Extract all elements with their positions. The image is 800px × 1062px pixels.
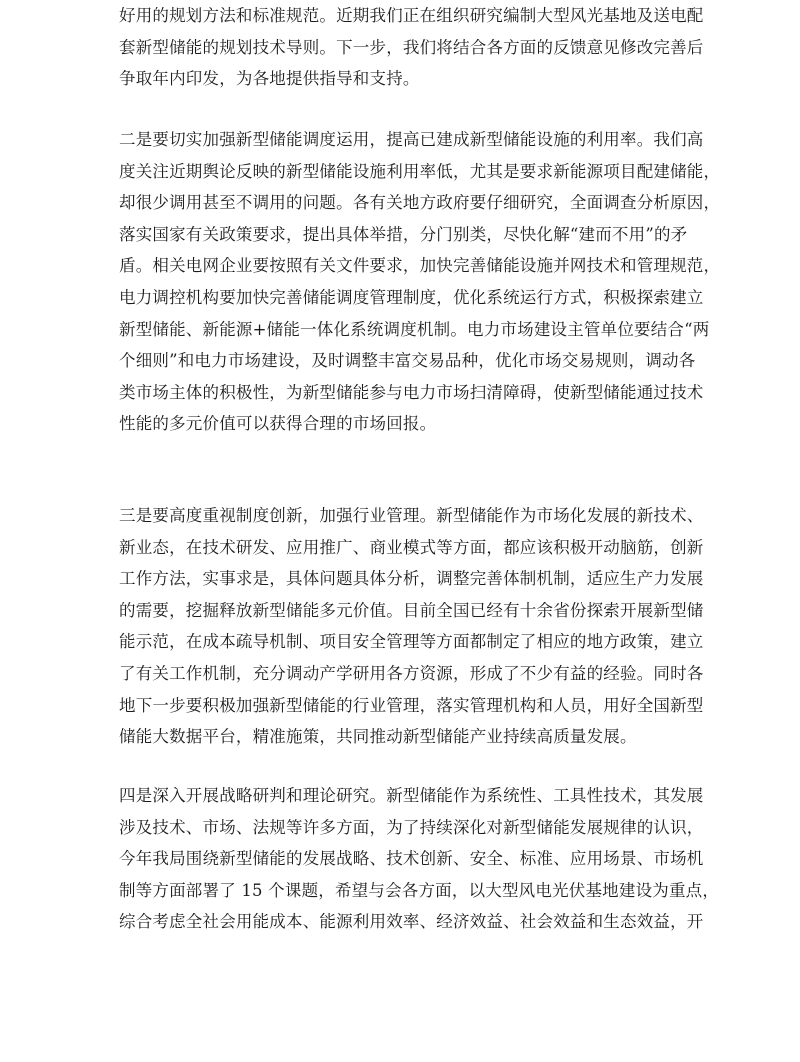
text-line: 能示范，在成本疏导机制、项目安全管理等方面都制定了相应的地方政策，建立 (119, 632, 704, 652)
text-line: 性能的多元价值可以获得合理的市场回报。 (119, 414, 437, 434)
text-line: 制等方面部署了 15 个课题，希望与会各方面，以大型风电光伏基地建设为重点， (119, 880, 720, 900)
text-line: 个细则”和电力市场建设，及时调整丰富交易品种，优化市场交易规则，调动各 (119, 351, 696, 371)
text-line: 工作方法，实事求是，具体问题具体分析，调整完善体制机制，适应生产力发展 (119, 569, 704, 589)
text-line: 今年我局围绕新型储能的发展战略、技术创新、安全、标准、应用场景、市场机 (119, 849, 704, 869)
text-line: 套新型储能的规划技术导则。下一步，我们将结合各方面的反馈意见修改完善后 (119, 37, 704, 57)
paragraph-strategic-research (119, 780, 720, 938)
text-line: 四是深入开展战略研判和理论研究。新型储能作为系统性、工具性技术，其发展 (119, 786, 704, 805)
text-line: 综合考虑全社会用能成本、能源利用效率、经济效益、社会效益和生态效益，开 (119, 912, 704, 932)
text-line: 新业态，在技术研发、应用推广、商业模式等方面，都应该积极开动脑筋，创新 (119, 537, 704, 557)
text-line: 落实国家有关政策要求，提出具体举措，分门别类，尽快化解“建而不用”的矛 (119, 224, 688, 244)
text-line: 储能大数据平台，精准施策，共同推动新型储能产业持续高质量发展。 (119, 727, 637, 747)
paragraph-institutional-innovation (119, 500, 704, 753)
text-line: 度关注近期舆论反映的新型储能设施利用率低，尤其是要求新能源项目配建储能， (119, 161, 721, 181)
text-line: 好用的规划方法和标准规范。近期我们正在组织研究编制大型风光基地及送电配 (119, 6, 704, 25)
text-line: 的需要，挖掘释放新型储能多元价值。目前全国已经有十余省份探索开展新型储 (119, 600, 704, 620)
paragraph-dispatch-utilization (119, 124, 721, 440)
paragraph-planning-guidance (119, 0, 704, 95)
text-line: 三是要高度重视制度创新，加强行业管理。新型储能作为市场化发展的新技术、 (119, 506, 704, 525)
text-line: 涉及技术、市场、法规等许多方面，为了持续深化对新型储能发展规律的认识， (119, 817, 704, 837)
text-line: 地下一步要积极加强新型储能的行业管理，落实管理机构和人员，用好全国新型 (119, 695, 704, 715)
text-line: 电力调控机构要加快完善储能调度管理制度，优化系统运行方式，积极探索建立 (119, 287, 704, 307)
text-line: 新型储能、新能源+储能一体化系统调度机制。电力市场建设主管单位要结合“两 (119, 319, 710, 339)
text-line: 盾。相关电网企业要按照有关文件要求，加快完善储能设施并网技术和管理规范， (119, 256, 721, 276)
text-line: 类市场主体的积极性，为新型储能参与电力市场扫清障碍，使新型储能通过技术 (119, 382, 704, 402)
text-line: 争取年内印发，为各地提供指导和支持。 (119, 69, 420, 89)
text-line: 却很少调用甚至不调用的问题。各有关地方政府要仔细研究，全面调查分析原因， (119, 193, 721, 213)
text-line: 了有关工作机制，充分调动产学研用各方资源，形成了不少有益的经验。同时各 (119, 663, 704, 683)
text-line: 二是要切实加强新型储能调度运用，提高已建成新型储能设施的利用率。我们高 (119, 130, 704, 149)
